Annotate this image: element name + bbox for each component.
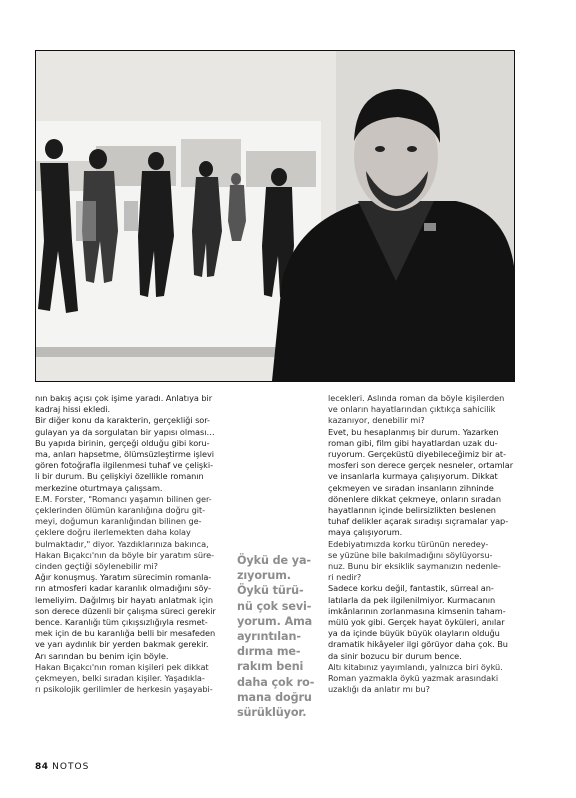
pull-quote-line: Öykü türü- — [237, 584, 304, 598]
text-line: kazanıyor, denebilir mi? — [328, 415, 425, 426]
magazine-name: NOTOS — [52, 762, 90, 772]
text-line: Edebiyatımızda korku türünün neredey- — [328, 538, 489, 549]
text-line: son derece düzenli bir çalışma süreci gerekir — [35, 605, 216, 616]
article-photo — [35, 50, 515, 382]
text-line: li bir durum. Bu çelişkiyi özellikle romanın — [35, 471, 204, 482]
text-line: merkezine oturtmaya çalışsam. — [35, 482, 163, 493]
text-line: Sadece korku değil, fantastik, sürreal an- — [328, 583, 494, 594]
text-line: bence. Karanlığı tüm çıkışsızlığıyla resmet- — [35, 617, 208, 628]
text-line: gulayan ya da sorgulatan bir yapısı olması… — [35, 426, 215, 437]
text-line: çeklerinden ölümün karanlığına doğru git- — [35, 505, 206, 516]
pull-quote-line: nü çok sevi- — [237, 599, 312, 613]
pull-quote-line: ayrıntılan- — [237, 630, 301, 644]
pull-quote-line: zıyorum. — [237, 569, 291, 583]
text-line: rın atmosferi kadar karanlık olmadığını söy- — [35, 583, 211, 594]
photo-illustration — [36, 51, 514, 381]
text-line: bulmaktadır," diyor. Yazdıklarınıza bakınca, — [35, 538, 209, 549]
pull-quote-line: yorum. Ama — [237, 614, 313, 628]
text-line: mülü yok gibi. Gerçek hayat öyküleri, anılar — [328, 617, 505, 628]
text-line: ma, anları hapsetme, ölümsüzleştirme işlevi — [35, 449, 214, 460]
text-line: dramatik hikâyeler ilgi görüyor daha çok. Bu — [328, 639, 508, 650]
pull-quote-line: Öykü de ya- — [237, 554, 311, 567]
pull-quote — [237, 553, 319, 720]
text-line: Altı kitabınız yayımlandı, yalnızca biri öykü. — [328, 661, 503, 672]
right-text-column — [328, 393, 516, 695]
text-line: Bir diğer konu da karakterin, gerçekliği sor- — [35, 415, 210, 426]
text-line: mosferi son derece gerçek nesneler, ortamlar — [328, 460, 514, 471]
text-line: rı psikolojik gerilimler de herkesin yaşayabi- — [35, 684, 213, 695]
text-line: gören fotoğrafla ilgilenmesi tuhaf ve çelişki- — [35, 460, 213, 471]
text-line: nuz. Bunu bir eksiklik saymanızın nedenle- — [328, 561, 501, 572]
text-line: dönenlere dikkat çekmeye, onların sıradan — [328, 493, 501, 504]
text-line: da sinir bozucu bir durum bence. — [328, 650, 462, 661]
page-number: 84 — [35, 762, 49, 772]
text-line: Arı sarından bu benim için böyle. — [35, 650, 169, 661]
pull-quote-line: rakım beni — [237, 660, 304, 674]
page-footer — [35, 762, 89, 772]
pull-quote-line: sürüklüyor. — [237, 706, 307, 720]
text-line: hayatlarının içinde belirsizlikten beslenen — [328, 505, 496, 516]
text-line: ve onların hayatlarından çıktıkça sahicilik — [328, 404, 496, 415]
pull-quote-line: dırma me- — [237, 645, 301, 659]
text-line: Roman yazmakla öykü yazmak arasındaki — [328, 673, 499, 684]
text-line: ya da içinde büyük büyük olayların olduğu — [328, 628, 500, 639]
text-line: tuhaf delikler açarak sıradışı sıçramalar yap- — [328, 516, 509, 527]
text-line: latılarla da pek ilgilenilmiyor. Kurmacanın — [328, 594, 496, 605]
text-line: uzaklığı da anlatır mı bu? — [328, 684, 430, 695]
text-line: Bu yapıda birinin, gerçeği olduğu gibi koru- — [35, 437, 210, 448]
text-line: imkânlarının zorlanmasına kimsenin taham- — [328, 605, 506, 616]
text-line: maya çalışıyorum. — [328, 527, 403, 538]
text-line: çeklere doğru ilerlemekten daha kolay — [35, 527, 191, 538]
text-line: ruyorum. Gerçeküstü diyebileceğimiz bir at- — [328, 449, 506, 460]
text-line: nın bakış açısı çok işime yaradı. Anlatıya bir — [35, 393, 213, 403]
text-line: Hakan Bıçakcı'nın da böyle bir yaratım süre- — [35, 549, 214, 560]
text-line: ve yarı aydınlık bir yerden bakmak gerekir. — [35, 639, 209, 650]
text-line: lecekleri. Aslında roman da böyle kişilerden — [328, 393, 505, 403]
text-line: se yüzüne bile bakılmadığını söylüyorsu- — [328, 549, 493, 560]
text-line: çekmeyen, belki sıradan kişiler. Yaşadıkla- — [35, 673, 205, 684]
text-line: roman gibi, film gibi hayatlardan uzak du- — [328, 437, 498, 448]
text-line: cinden geçtiği söylenebilir mi? — [35, 561, 158, 572]
text-line: ve insanlarla kurmaya çalışıyorum. Dikkat — [328, 471, 498, 482]
text-line: mek için de bu karanlığa belli bir mesafeden — [35, 628, 216, 639]
text-line: Evet, bu hesaplanmış bir durum. Yazarken — [328, 426, 499, 437]
text-line: çekmeyen ve sıradan insanların zihninde — [328, 482, 494, 493]
pull-quote-line: daha çok ro- — [237, 675, 315, 689]
text-line: lemeliyim. Dağılmış bir hayatı anlatmak için — [35, 594, 214, 605]
left-text-column — [35, 393, 225, 695]
text-line: Ağır konuşmuş. Yaratım sürecimin romanla- — [35, 572, 212, 583]
text-line: E.M. Forster, "Romancı yaşamın bilinen ger- — [35, 493, 212, 504]
text-line: meyi, doğumun karanlığından bilinen ge- — [35, 516, 202, 527]
pull-quote-line: mana doğru — [237, 690, 312, 704]
text-line: ri nedir? — [328, 572, 362, 583]
text-line: kadraj hissi ekledi. — [35, 404, 111, 415]
text-line: Hakan Bıçakcı'nın roman kişileri pek dikkat — [35, 661, 209, 672]
